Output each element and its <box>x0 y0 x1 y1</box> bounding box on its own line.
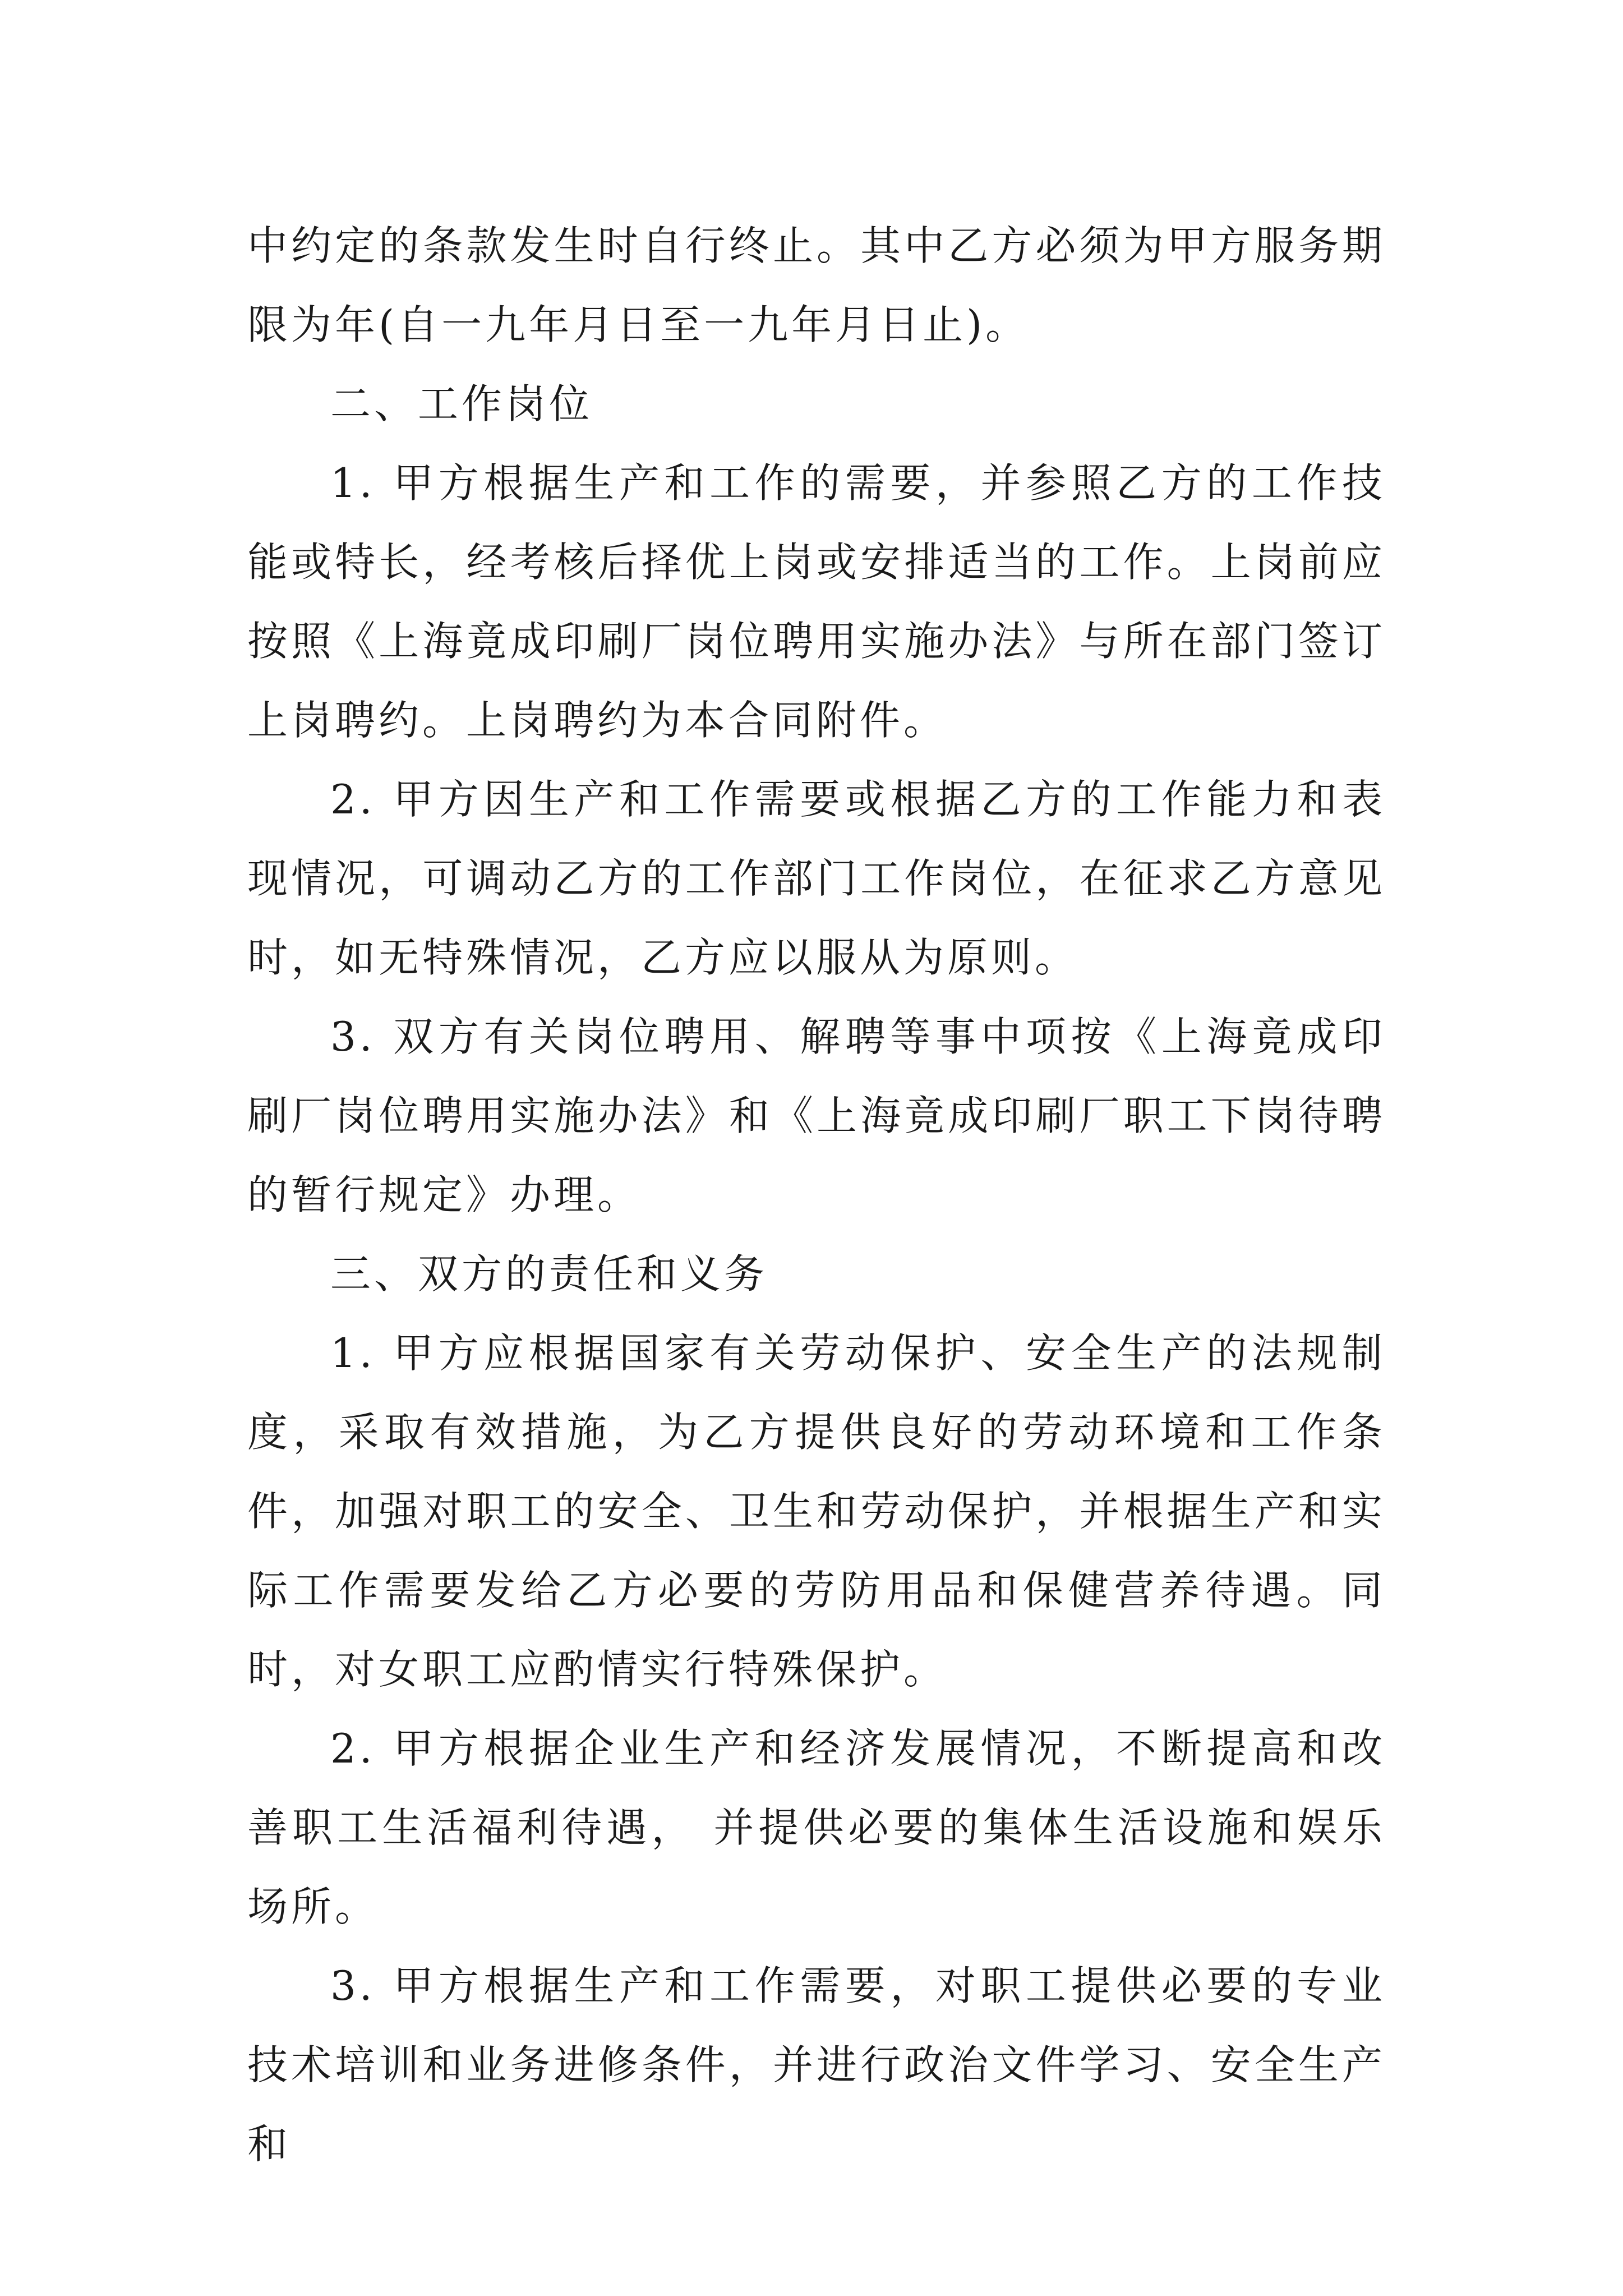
clause-training: 3. 甲方根据生产和工作需要，对职工提供必要的专业技术培训和业务进修条件，并进行政治文件学习、安全生产和 <box>247 1962 1386 2168</box>
section-heading-job-position: 二、工作岗位 <box>330 380 593 427</box>
section-heading-responsibilities: 三、双方的责任和义务 <box>330 1250 768 1297</box>
paragraph-term-end: 中约定的条款发生时自行终止。其中乙方必须为甲方服务期限为年(自一九年月日至一九年月日止)。 <box>247 222 1386 348</box>
clause-welfare: 2. 甲方根据企业生产和经济发展情况，不断提高和改善职工生活福利待遇， 并提供必要的集体生活设施和娱乐场所。 <box>247 1725 1386 1930</box>
clause-job-assignment: 1. 甲方根据生产和工作的需要，并参照乙方的工作技能或特长，经考核后择优上岗或安排适当的工作。上岗前应按照《上海竟成印刷厂岗位聘用实施办法》与所在部门签订上岗聘约。上岗聘约为本合同附件。 <box>247 459 1386 744</box>
clause-hiring-rules: 3. 双方有关岗位聘用、解聘等事中项按《上海竟成印刷厂岗位聘用实施办法》和《上海竟成印刷厂职工下岗待聘的暂行规定》办理。 <box>247 1013 1386 1218</box>
clause-job-transfer: 2. 甲方因生产和工作需要或根据乙方的工作能力和表现情况，可调动乙方的工作部门工作岗位，在征求乙方意见时，如无特殊情况，乙方应以服从为原则。 <box>247 776 1386 981</box>
document-body <box>247 206 1386 2184</box>
clause-labor-protection: 1. 甲方应根据国家有关劳动保护、安全生产的法规制度，采取有效措施，为乙方提供良好的劳动环境和工作条件，加强对职工的安全、卫生和劳动保护，并根据生产和实际工作需要发给乙方必要的劳防用品和保健营养待遇。同时，对女职工应酌情实行特殊保护。 <box>247 1329 1386 1693</box>
